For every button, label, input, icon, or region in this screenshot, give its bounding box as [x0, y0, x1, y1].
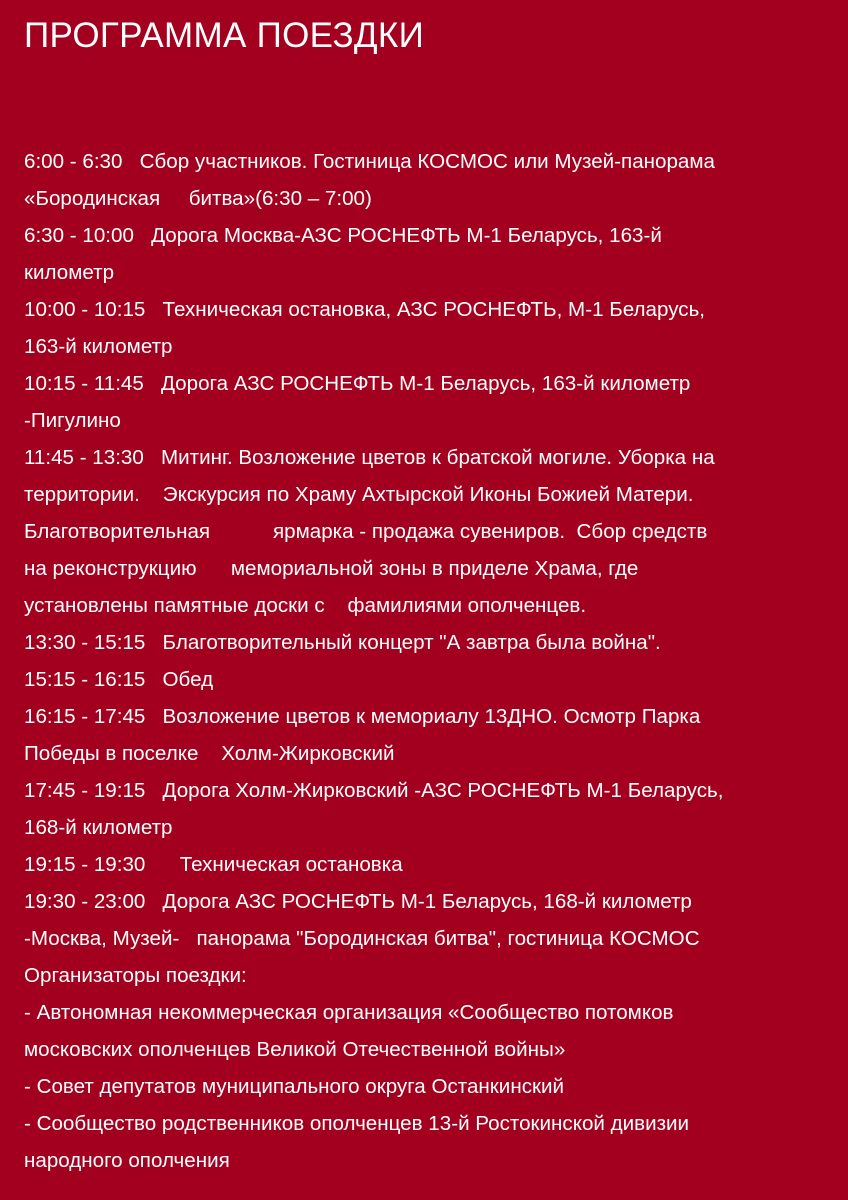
organizer-item: московских ополченцев Великой Отечественной войны» — [24, 1038, 566, 1061]
program-line: территории. Экскурсия по Храму Ахтырской Иконы Божией Матери. — [24, 483, 694, 506]
program-line: 6:00 - 6:30 Сбор участников. Гостиница КОСМОС или Музей-панорама — [24, 150, 715, 173]
organizer-item: народного ополчения — [24, 1149, 230, 1172]
program-line: 19:15 - 19:30 Техническая остановка — [24, 853, 403, 876]
program-line: 17:45 - 19:15 Дорога Холм-Жирковский -АЗС РОСНЕФТЬ М-1 Беларусь, — [24, 779, 724, 802]
program-line: 10:15 - 11:45 Дорога АЗС РОСНЕФТЬ М-1 Беларусь, 163-й километр — [24, 372, 691, 395]
program-line: 168-й километр — [24, 816, 173, 839]
organizer-item: - Автономная некоммерческая организация «Сообщество потомков — [24, 1001, 674, 1024]
program-line: Победы в поселке Холм-Жирковский — [24, 742, 395, 765]
program-line: установлены памятные доски с фамилиями ополченцев. — [24, 594, 587, 617]
program-line: 11:45 - 13:30 Митинг. Возложение цветов к братской могиле. Уборка на — [24, 446, 715, 469]
organizer-item: - Совет депутатов муниципального округа Останкинский — [24, 1075, 565, 1098]
program-line: -Пигулино — [24, 409, 121, 432]
program-line: километр — [24, 261, 115, 284]
program-line: 6:30 - 10:00 Дорога Москва-АЗС РОСНЕФТЬ М-1 Беларусь, 163-й — [24, 224, 662, 247]
program-line: 163-й километр — [24, 335, 173, 358]
program-line: 13:30 - 15:15 Благотворительный концерт "А завтра была война". — [24, 631, 661, 654]
organizer-item: - Сообщество родственников ополченцев 13-й Ростокинской дивизии — [24, 1112, 690, 1135]
program-line: «Бородинская битва»(6:30 – 7:00) — [24, 187, 372, 210]
organizers-heading: Организаторы поездки: — [24, 964, 247, 987]
program-line: на реконструкцию мемориальной зоны в приделе Храма, где — [24, 557, 639, 580]
program-line: 19:30 - 23:00 Дорога АЗС РОСНЕФТЬ М-1 Беларусь, 168-й километр — [24, 890, 692, 913]
program-text — [24, 143, 834, 1179]
program-line: 16:15 - 17:45 Возложение цветов к мемориалу 13ДНО. Осмотр Парка — [24, 705, 701, 728]
program-line: 15:15 - 16:15 Обед — [24, 668, 214, 691]
page-title: ПРОГРАММА ПОЕЗДКИ — [24, 16, 425, 55]
program-line: -Москва, Музей- панорама "Бородинская битва", гостиница КОСМОС — [24, 927, 700, 950]
program-line: Благотворительная ярмарка - продажа сувениров. Сбор средств — [24, 520, 708, 543]
program-line: 10:00 - 10:15 Техническая остановка, АЗС РОСНЕФТЬ, М-1 Беларусь, — [24, 298, 706, 321]
